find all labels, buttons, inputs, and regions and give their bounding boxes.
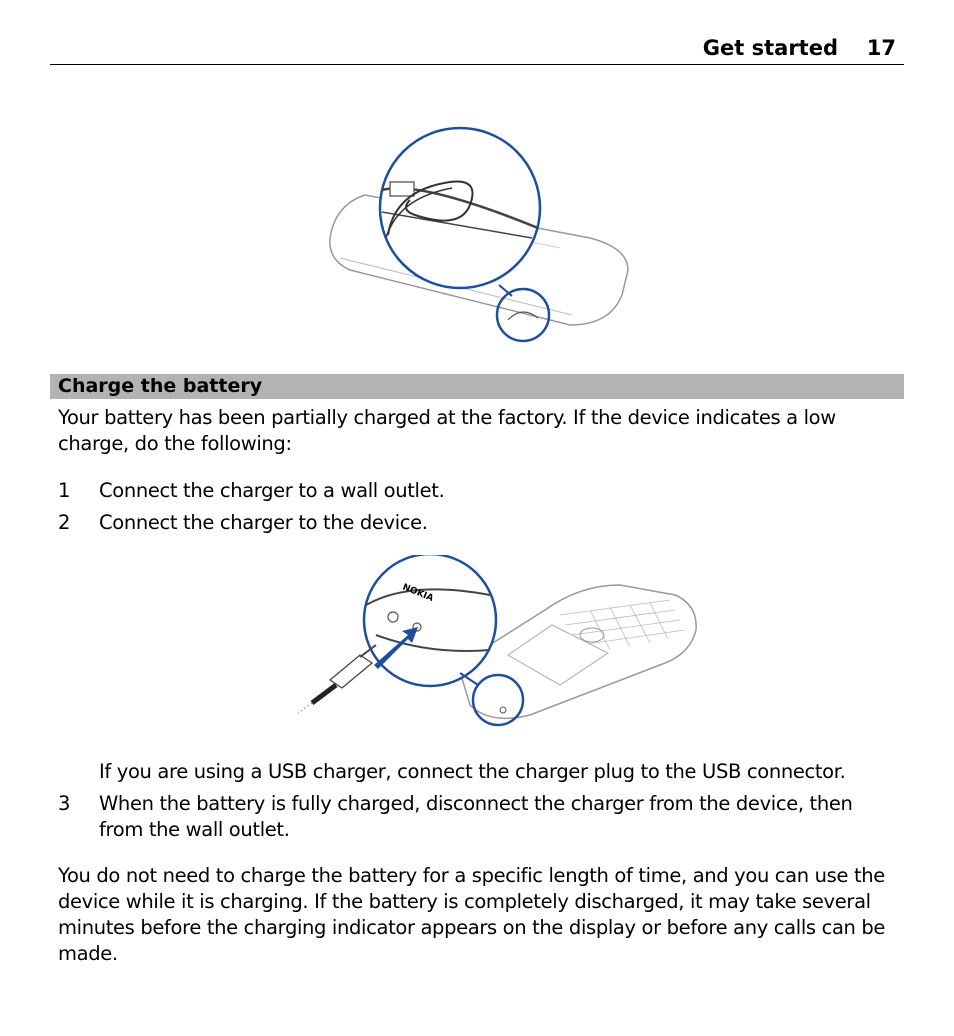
section-heading: Charge the battery [50, 374, 904, 399]
step-text: When the battery is fully charged, disconnect the charger from the device, then from the wall outlet. [99, 792, 853, 841]
step-text: Connect the charger to the device. [99, 511, 428, 534]
charger-connection-illustration [290, 555, 710, 730]
step-number: 2 [58, 511, 71, 534]
wrist-strap-illustration [310, 120, 650, 350]
closing-paragraph: You do not need to charge the battery for a specific length of time, and you can use the device while it is charging. If the battery is completely discharged, it may take several minutes before the charging indicator appears on the display or before any calls can be made. [58, 864, 886, 965]
intro-paragraph: Your battery has been partially charged at the factory. If the device indicates a low charge, do the following: [58, 406, 836, 455]
header-section-title: Get started [702, 36, 838, 60]
step-text: Connect the charger to a wall outlet. [99, 479, 445, 502]
step-number: 1 [58, 479, 71, 502]
page-number: 17 [866, 36, 896, 60]
nokia-logo: NOKIA [400, 582, 435, 604]
zoom-circle [380, 128, 540, 288]
step-number: 3 [58, 792, 71, 815]
charger-cable [312, 685, 336, 703]
usb-note: If you are using a USB charger, connect the charger plug to the USB connector. [99, 760, 846, 783]
charger-plug [330, 655, 372, 688]
page-header [50, 36, 904, 65]
zoom-circle [364, 555, 496, 686]
